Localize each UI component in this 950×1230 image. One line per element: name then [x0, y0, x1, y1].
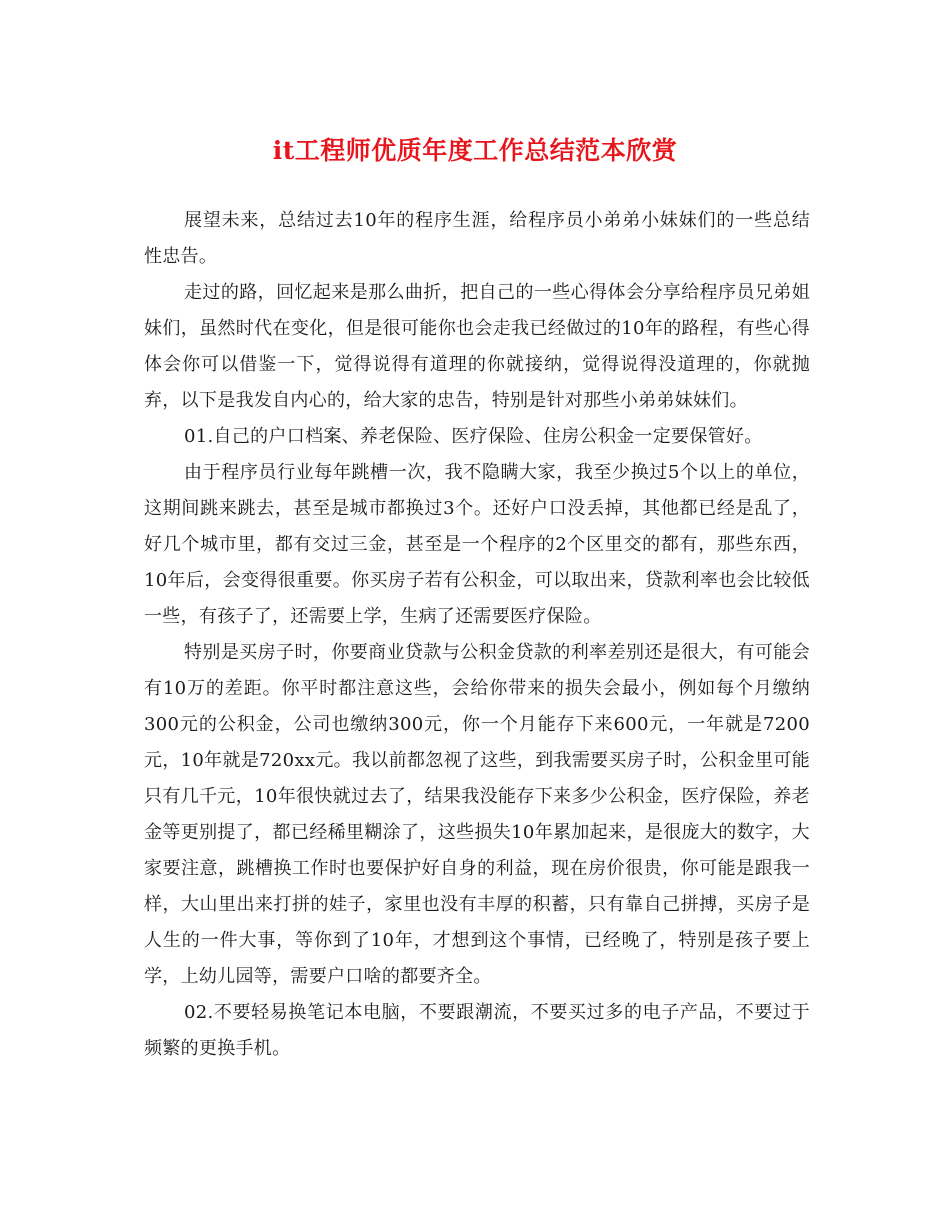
paragraph-job-hopping: 由于程序员行业每年跳槽一次，我不隐瞒大家，我至少换过5个以上的单位，这期间跳来跳去，甚至是城市都换过3个。还好户口没丢掉，其他都已经是乱了，好几个城市里，都有交过三金，甚至是一个程序的2个区里交的都有，那些东西，10年后，会变得很重要。你买房子若有公积金，可以取出来，贷款利率也会比较低一些，有孩子了，还需要上学，生病了还需要医疗保险。 — [144, 462, 810, 627]
page-title: it工程师优质年度工作总结范本欣赏 — [272, 136, 678, 165]
paragraph-heading-02: 02.不要轻易换笔记本电脑，不要跟潮流，不要买过多的电子产品，不要过于频繁的更换手机。 — [144, 1002, 810, 1059]
document-body — [144, 203, 810, 1067]
paragraph-experience: 走过的路，回忆起来是那么曲折，把自己的一些心得体会分享给程序员兄弟姐妹们，虽然时代在变化，但是很可能你也会走我已经做过的10年的路程，有些心得体会你可以借鉴一下，觉得说得有道理的你就接纳，觉得说得没道理的，你就抛弃，以下是我发自内心的，给大家的忠告，特别是针对那些小弟弟妹妹们。 — [144, 282, 810, 411]
paragraph-housing-fund: 特别是买房子时，你要商业贷款与公积金贷款的利率差别还是很大，有可能会有10万的差距。你平时都注意这些，会给你带来的损失会最小，例如每个月缴纳300元的公积金，公司也缴纳300元，你一个月能存下来600元，一年就是7200元，10年就是720xx元。我以前都忽视了这些，到我需要买房子时，公积金里可能只有几千元，10年很快就过去了，结果我没能存下来多少公积金，医疗保险，养老金等更别提了，都已经稀里糊涂了，这些损失10年累加起来，是很庞大的数字，大家要注意，跳槽换工作时也要保护好自身的利益，现在房价很贵，你可能是跟我一样，大山里出来打拼的娃子，家里也没有丰厚的积蓄，只有靠自己拼搏，买房子是人生的一件大事，等你到了10年，才想到这个事情，已经晚了，特别是孩子要上学，上幼儿园等，需要户口啥的都要齐全。 — [144, 642, 810, 987]
paragraph-intro: 展望未来，总结过去10年的程序生涯，给程序员小弟弟小妹妹们的一些总结性忠告。 — [144, 210, 810, 267]
paragraph-heading-01: 01.自己的户口档案、养老保险、医疗保险、住房公积金一定要保管好。 — [184, 426, 763, 447]
